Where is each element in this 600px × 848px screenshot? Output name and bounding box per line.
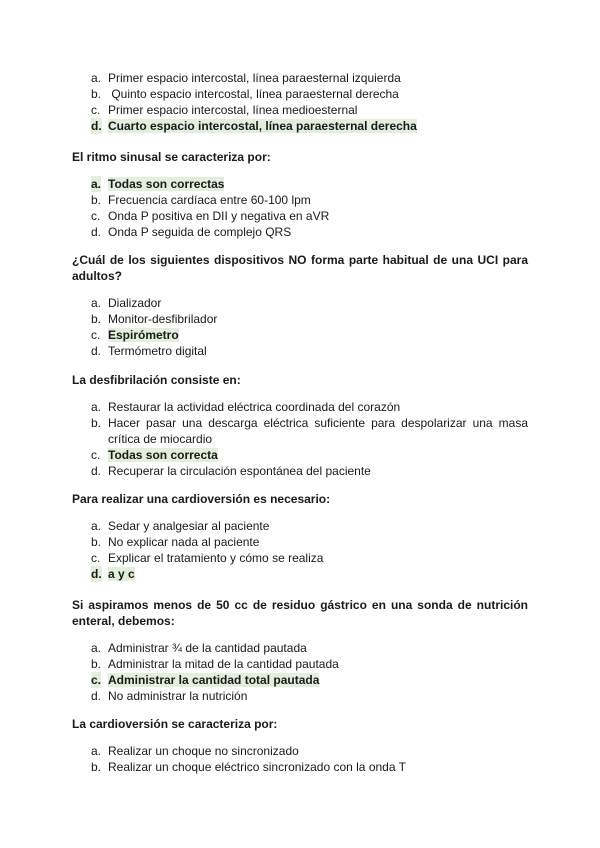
option-q5-d: d. No administrar la nutrición xyxy=(91,689,248,703)
option-q2-a: a. Dializador xyxy=(91,296,162,310)
option-q4-a: a. Sedar y analgesiar al paciente xyxy=(91,519,270,533)
option-q5-c-correct: c. Administrar la cantidad total pautada xyxy=(91,673,320,687)
option-q1-d: d. Onda P seguida de complejo QRS xyxy=(91,225,292,239)
question-dispositivos-uci: ¿Cuál de los siguientes dispositivos NO forma parte habitual de una UCI para adultos? xyxy=(72,253,528,283)
option-block0-a: a. Primer espacio intercostal, línea paraesternal izquierda xyxy=(91,71,401,85)
option-q1-a-correct: a. Todas son correctas xyxy=(91,177,225,191)
option-q4-b: b. No explicar nada al paciente xyxy=(91,535,260,549)
option-q3-d: d. Recuperar la circulación espontánea del paciente xyxy=(91,464,371,478)
option-q6-b: b. Realizar un choque eléctrico sincronizado con la onda T xyxy=(91,760,406,774)
option-block0-b: b. Quinto espacio intercostal, línea paraesternal derecha xyxy=(91,87,399,101)
option-q1-b: b. Frecuencia cardíaca entre 60-100 lpm xyxy=(91,193,311,207)
option-q3-c-correct: c. Todas son correcta xyxy=(91,448,218,462)
options-q4 xyxy=(72,518,528,582)
option-q2-b: b. Monitor-desfibrilador xyxy=(91,312,218,326)
option-q3-a: a. Restaurar la actividad eléctrica coordinada del corazón xyxy=(91,400,401,414)
options-q3 xyxy=(72,399,528,479)
option-block0-d-correct: d. Cuarto espacio intercostal, línea paraesternal derecha xyxy=(91,119,417,133)
option-q3-b: b. Hacer pasar una descarga eléctrica suficiente para despolarizar una masa crítica de miocardio xyxy=(91,416,528,446)
option-q1-c: c. Onda P positiva en DII y negativa en aVR xyxy=(91,209,330,223)
question-ritmo-sinusal: El ritmo sinusal se caracteriza por: xyxy=(72,150,271,164)
option-q4-d-correct: d. a y c xyxy=(91,567,135,581)
options-q2 xyxy=(72,295,528,359)
option-block0-c: c. Primer espacio intercostal, línea medioesternal xyxy=(91,103,358,117)
option-q4-c: c. Explicar el tratamiento y cómo se realiza xyxy=(91,551,324,565)
question-cardioversion-caracteriza: La cardioversión se caracteriza por: xyxy=(72,717,278,731)
options-block0 xyxy=(72,70,528,134)
option-q2-d: d. Termómetro digital xyxy=(91,344,207,358)
option-q5-a: a. Administrar ¾ de la cantidad pautada xyxy=(91,641,307,655)
option-q6-a: a. Realizar un choque no sincronizado xyxy=(91,744,299,758)
option-q5-b: b. Administrar la mitad de la cantidad pautada xyxy=(91,657,339,671)
options-q5 xyxy=(72,640,528,704)
options-q1 xyxy=(72,176,528,240)
question-cardioversion-necesario: Para realizar una cardioversión es necesario: xyxy=(72,492,331,506)
question-residuo-gastrico: Si aspiramos menos de 50 cc de residuo gástrico en una sonda de nutrición enteral, debemos: xyxy=(72,598,528,628)
question-desfibrilacion: La desfibrilación consiste en: xyxy=(72,373,241,387)
options-q6 xyxy=(72,743,528,775)
option-q2-c-correct: c. Espirómetro xyxy=(91,328,179,342)
